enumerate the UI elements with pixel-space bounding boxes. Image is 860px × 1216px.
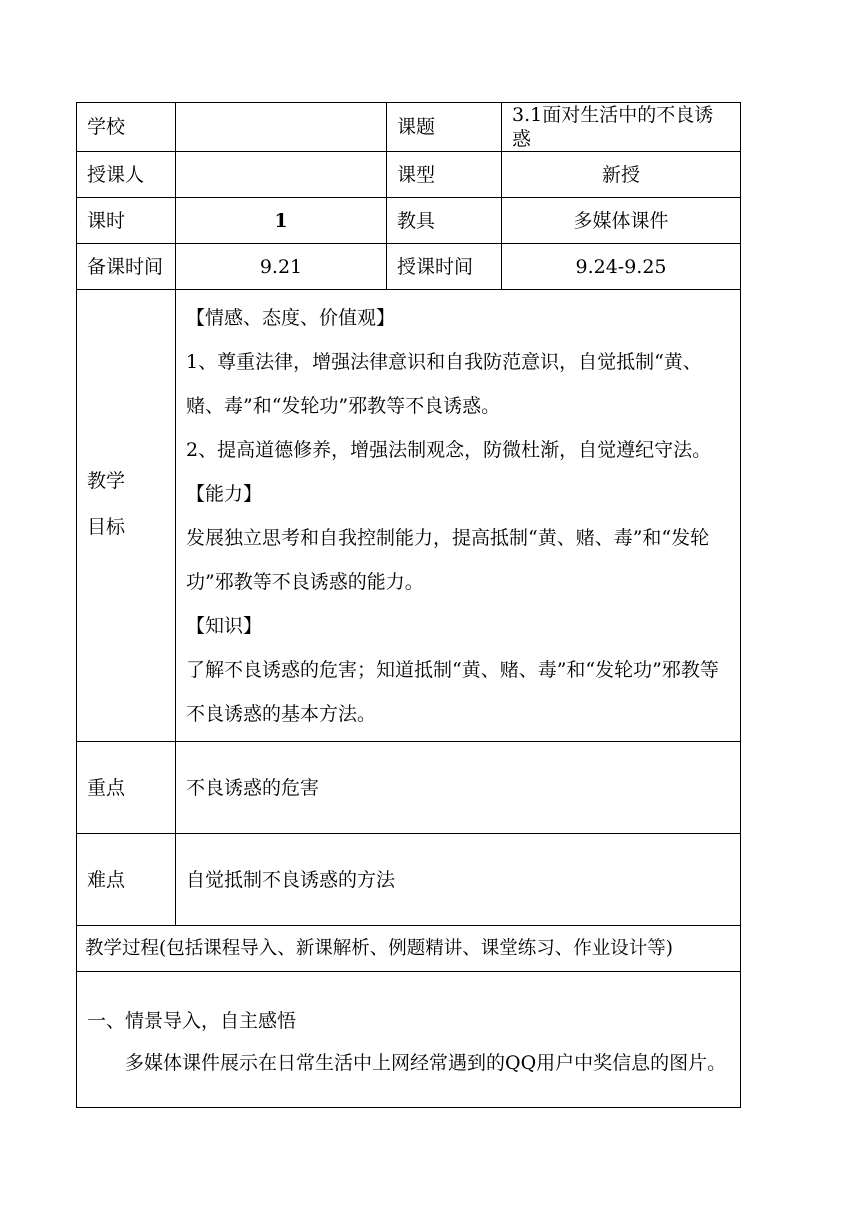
value-teaching-aids: 多媒体课件 [502, 198, 741, 244]
objective-ability-text: 发展独立思考和自我控制能力，提高抵制“黄、赌、毒”和“发轮功”邪教等不良诱惑的能力。 [186, 526, 710, 593]
label-teacher: 授课人 [77, 152, 176, 198]
process-content-row [77, 972, 741, 1108]
value-prep-date: 9.21 [176, 244, 387, 290]
objective-section-knowledge-title: 【知识】 [186, 614, 263, 637]
objective-knowledge-text: 了解不良诱惑的危害；知道抵制“黄、赌、毒”和“发轮功”邪教等不良诱惑的基本方法。 [186, 658, 719, 725]
header-row-dates [77, 244, 741, 290]
value-period: 1 [176, 198, 387, 244]
label-prep-date: 备课时间 [77, 244, 176, 290]
label-teach-date: 授课时间 [387, 244, 502, 290]
process-title-row [77, 926, 741, 972]
difficulty-row [77, 834, 741, 926]
objectives-label-line2: 目标 [87, 515, 126, 538]
objective-section-ability-title: 【能力】 [186, 482, 263, 505]
value-school [176, 103, 387, 152]
objective-emotion-item-2: 2、提高道德修养，增强法制观念，防微杜渐，自觉遵纪守法。 [186, 438, 712, 461]
process-title: 教学过程(包括课程导入、新课解析、例题精讲、课堂练习、作业设计等) [77, 926, 741, 972]
process-section-1: 一、情景导入，自主感悟 [87, 1009, 297, 1032]
label-teaching-aids: 教具 [387, 198, 502, 244]
value-lesson-type: 新授 [502, 152, 741, 198]
objectives-row [77, 290, 741, 742]
header-row-period [77, 198, 741, 244]
value-teach-date: 9.24-9.25 [502, 244, 741, 290]
label-topic: 课题 [387, 103, 502, 152]
key-point-text: 不良诱惑的危害 [176, 742, 741, 834]
value-topic: 3.1面对生活中的不良诱惑 [502, 103, 741, 152]
objectives-label [77, 290, 176, 742]
key-point-row [77, 742, 741, 834]
label-period: 课时 [77, 198, 176, 244]
objective-section-emotion-title: 【情感、态度、价值观】 [186, 306, 396, 329]
label-lesson-type: 课型 [387, 152, 502, 198]
process-content [77, 972, 741, 1108]
difficulty-label: 难点 [77, 834, 176, 926]
lesson-plan-table [76, 102, 741, 1108]
process-paragraph-1: 多媒体课件展示在日常生活中上网经常遇到的QQ用户中奖信息的图片。 [125, 1051, 727, 1074]
header-row-school [77, 103, 741, 152]
difficulty-text: 自觉抵制不良诱惑的方法 [176, 834, 741, 926]
objective-emotion-item-1: 1、尊重法律，增强法律意识和自我防范意识，自觉抵制“黄、赌、毒”和“发轮功”邪教等不良诱惑。 [186, 350, 702, 417]
header-row-teacher [77, 152, 741, 198]
value-teacher [176, 152, 387, 198]
label-school: 学校 [77, 103, 176, 152]
key-point-label: 重点 [77, 742, 176, 834]
objectives-content [176, 290, 741, 742]
objectives-label-line1: 教学 [87, 469, 126, 492]
